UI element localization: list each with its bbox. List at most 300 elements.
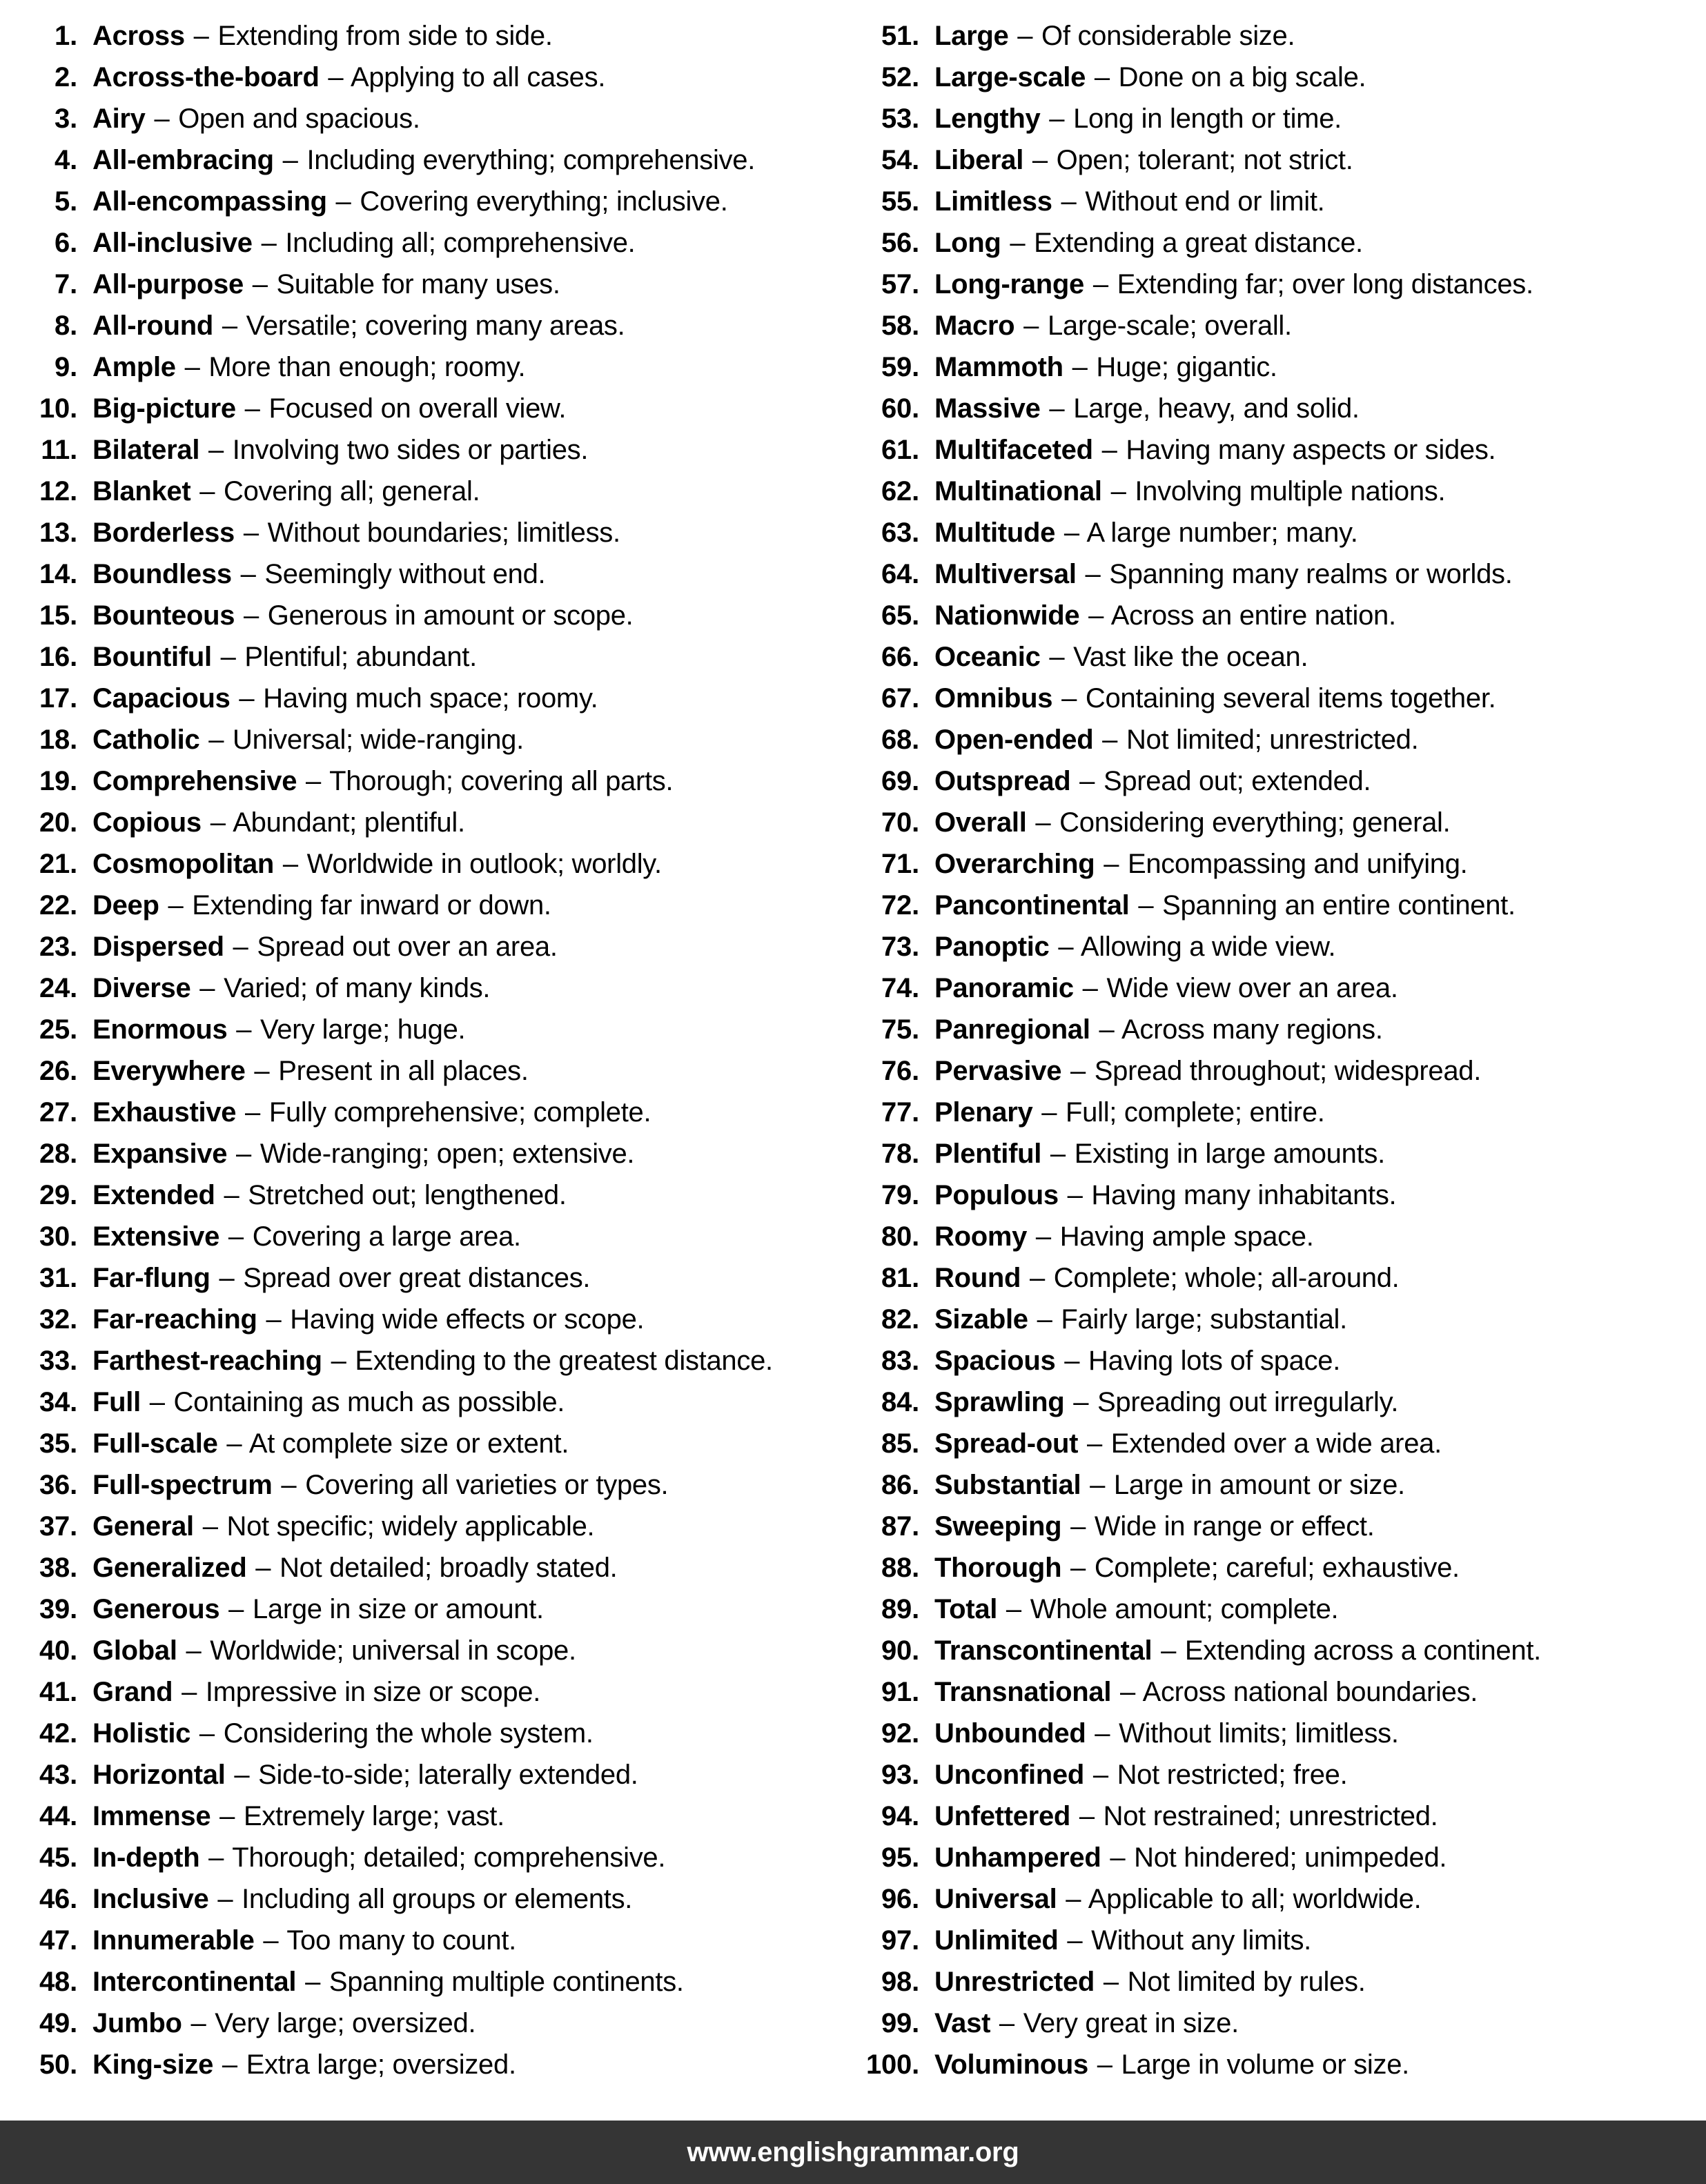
footer-bar xyxy=(0,2121,1706,2184)
list-item-word: Comprehensive xyxy=(92,766,297,796)
list-item-body xyxy=(923,57,1366,98)
list-item-body xyxy=(81,1340,773,1381)
list-item-body xyxy=(923,595,1396,636)
list-item-number: 99. xyxy=(881,2008,919,2038)
list-item-word: General xyxy=(92,1511,194,1542)
list-item-definition: Done on a big scale. xyxy=(1118,62,1366,92)
list-item-word: Mammoth xyxy=(934,352,1063,382)
list-item-body xyxy=(923,1961,1366,2003)
list-item-word: Big-picture xyxy=(92,393,236,424)
list-item-separator: – xyxy=(199,476,215,506)
list-item-definition: Versatile; covering many areas. xyxy=(246,311,625,341)
list-item-number: 49. xyxy=(39,2008,77,2038)
list-item-word: Overarching xyxy=(934,849,1095,879)
list-item-word: In-depth xyxy=(92,1842,200,1873)
list-item-body xyxy=(923,1257,1400,1299)
list-item-body xyxy=(923,843,1467,885)
list-item-definition: Very large; huge. xyxy=(260,1014,466,1045)
list-item-definition: Including all groups or elements. xyxy=(242,1884,633,1914)
list-item-separator: – xyxy=(306,766,321,796)
list-item-separator: – xyxy=(184,352,200,382)
list-item-body xyxy=(81,222,635,264)
list-item xyxy=(18,2044,853,2085)
list-item-word: Catholic xyxy=(92,725,200,755)
list-item-number: 97. xyxy=(881,1925,919,1956)
list-item-word: Grand xyxy=(92,1677,173,1707)
list-item-number: 53. xyxy=(881,104,919,134)
list-item-word: Bilateral xyxy=(92,435,200,465)
list-item-word: Total xyxy=(934,1594,998,1624)
list-item xyxy=(18,1713,853,1754)
list-item-number: 72. xyxy=(881,890,919,921)
list-item-word: Unbounded xyxy=(934,1718,1086,1749)
list-item-word: Outspread xyxy=(934,766,1071,796)
list-item-definition: Without limits; limitless. xyxy=(1119,1718,1399,1749)
list-item xyxy=(18,1754,853,1796)
list-item xyxy=(18,636,853,678)
list-item-separator: – xyxy=(1092,269,1108,299)
list-item-separator: – xyxy=(193,21,209,51)
list-item-definition: Not hindered; unimpeded. xyxy=(1134,1842,1447,1873)
list-item-definition: Wide view over an area. xyxy=(1106,973,1398,1003)
list-item-number: 60. xyxy=(881,393,919,424)
list-item-word: Across-the-board xyxy=(92,62,320,92)
list-item-separator: – xyxy=(226,1428,242,1459)
list-item-word: Exhaustive xyxy=(92,1097,237,1128)
list-item-number: 14. xyxy=(39,559,77,589)
list-item-definition: Plentiful; abundant. xyxy=(244,642,477,672)
list-item xyxy=(18,1878,853,1920)
list-item-number: 29. xyxy=(39,1180,77,1210)
list-item-separator: – xyxy=(1079,1801,1095,1831)
list-item-definition: Including all; comprehensive. xyxy=(285,228,636,258)
list-item-body xyxy=(81,1920,516,1961)
list-item-number: 68. xyxy=(881,725,919,755)
list-item-definition: Across an entire nation. xyxy=(1110,600,1396,631)
list-item-separator: – xyxy=(1082,973,1098,1003)
list-item-number: 16. xyxy=(39,642,77,672)
list-item-word: All-inclusive xyxy=(92,228,253,258)
list-item-definition: Of considerable size. xyxy=(1041,21,1295,51)
list-item-separator: – xyxy=(263,1925,279,1956)
list-item-number: 56. xyxy=(881,228,919,258)
list-item xyxy=(18,346,853,388)
list-item-word: Pancontinental xyxy=(934,890,1130,921)
list-item-separator: – xyxy=(1088,600,1104,631)
list-item-separator: – xyxy=(1161,1635,1177,1666)
list-item-word: Panoptic xyxy=(934,932,1050,962)
list-item-body xyxy=(923,1381,1398,1423)
list-item-number: 35. xyxy=(39,1428,77,1459)
list-item-number: 75. xyxy=(881,1014,919,1045)
list-item-definition: Having wide effects or scope. xyxy=(290,1304,645,1335)
list-item xyxy=(18,802,853,843)
list-item-number: 87. xyxy=(881,1511,919,1542)
list-item-number: 51. xyxy=(881,21,919,51)
list-item-body xyxy=(81,1174,567,1216)
list-item-word: Cosmopolitan xyxy=(92,849,275,879)
list-item-separator: – xyxy=(219,1801,235,1831)
list-item-separator: – xyxy=(1067,1180,1083,1210)
list-item xyxy=(860,1630,1695,1671)
list-item-word: Multifaceted xyxy=(934,435,1093,465)
list-item-word: Extensive xyxy=(92,1221,220,1252)
list-item-separator: – xyxy=(1110,1842,1126,1873)
list-item-word: Dispersed xyxy=(92,932,224,962)
list-item-separator: – xyxy=(244,600,259,631)
list-item xyxy=(860,1878,1695,1920)
list-item-separator: – xyxy=(1066,1884,1081,1914)
list-item-separator: – xyxy=(1058,932,1074,962)
list-item-separator: – xyxy=(999,2008,1014,2038)
list-item-body xyxy=(923,926,1335,967)
list-item-definition: Generous in amount or scope. xyxy=(267,600,634,631)
list-item-body xyxy=(923,678,1496,719)
list-item-word: Deep xyxy=(92,890,159,921)
list-item-word: Unfettered xyxy=(934,1801,1071,1831)
list-item xyxy=(18,1961,853,2003)
list-item-number: 42. xyxy=(39,1718,77,1749)
list-item-word: Capacious xyxy=(92,683,231,714)
list-item-word: Full-spectrum xyxy=(92,1470,273,1500)
list-item-body xyxy=(923,512,1358,553)
list-item-word: Borderless xyxy=(92,518,235,548)
list-item-word: Nationwide xyxy=(934,600,1080,631)
list-item-separator: – xyxy=(208,725,224,755)
list-item-word: Panregional xyxy=(934,1014,1090,1045)
list-item-separator: – xyxy=(281,1470,297,1500)
list-item-definition: Including everything; comprehensive. xyxy=(306,145,756,175)
list-item xyxy=(18,222,853,264)
list-item-body xyxy=(81,2003,475,2044)
list-item xyxy=(18,388,853,429)
list-item xyxy=(18,885,853,926)
list-item-body xyxy=(81,595,633,636)
list-item-body xyxy=(81,264,560,305)
list-item-word: All-encompassing xyxy=(92,186,327,217)
list-item xyxy=(860,1796,1695,1837)
list-item-body xyxy=(81,1009,465,1050)
list-item-definition: Applicable to all; worldwide. xyxy=(1088,1884,1422,1914)
list-item-word: Omnibus xyxy=(934,683,1053,714)
list-item-definition: Spanning multiple continents. xyxy=(329,1967,684,1997)
list-item xyxy=(860,802,1695,843)
list-item-definition: Fairly large; substantial. xyxy=(1061,1304,1347,1335)
list-item-word: All-embracing xyxy=(92,145,274,175)
list-item-body xyxy=(923,967,1398,1009)
list-item-word: Sizable xyxy=(934,1304,1028,1335)
list-item-separator: – xyxy=(266,1304,282,1335)
list-item-body xyxy=(923,1713,1399,1754)
list-item-number: 54. xyxy=(881,145,919,175)
list-item xyxy=(18,429,853,471)
list-item-definition: Open and spacious. xyxy=(178,104,420,134)
list-item xyxy=(860,2003,1695,2044)
list-item-separator: – xyxy=(1085,559,1101,589)
list-item-separator: – xyxy=(261,228,277,258)
list-item-number: 15. xyxy=(39,600,77,631)
list-item-number: 92. xyxy=(881,1718,919,1749)
list-item-separator: – xyxy=(182,1677,197,1707)
list-item xyxy=(18,15,853,57)
website-url: www.englishgrammar.org xyxy=(687,2136,1019,2167)
list-item xyxy=(860,181,1695,222)
list-item-separator: – xyxy=(1032,145,1048,175)
list-item-definition: Applying to all cases. xyxy=(350,62,606,92)
list-item xyxy=(860,719,1695,760)
list-item-body xyxy=(81,15,553,57)
list-item-word: Extended xyxy=(92,1180,215,1210)
list-item-separator: – xyxy=(1092,1760,1108,1790)
list-item-word: Round xyxy=(934,1263,1021,1293)
list-item-definition: Stretched out; lengthened. xyxy=(248,1180,567,1210)
list-item-body xyxy=(81,1837,665,1878)
list-item-body xyxy=(81,1713,594,1754)
list-item-number: 12. xyxy=(39,476,77,506)
list-item xyxy=(18,512,853,553)
list-item-body xyxy=(81,636,477,678)
list-item-body xyxy=(81,471,480,512)
list-item-number: 7. xyxy=(55,269,77,299)
list-item-body xyxy=(81,98,420,139)
list-item-body xyxy=(923,305,1292,346)
list-item-definition: Without end or limit. xyxy=(1085,186,1325,217)
list-item-definition: Not restricted; free. xyxy=(1117,1760,1348,1790)
list-item-separator: – xyxy=(1050,1139,1066,1169)
list-item-separator: – xyxy=(217,1884,233,1914)
list-item-word: Spread-out xyxy=(934,1428,1079,1459)
list-item-number: 4. xyxy=(55,145,77,175)
list-item-number: 21. xyxy=(39,849,77,879)
list-item xyxy=(860,1299,1695,1340)
list-item-number: 1. xyxy=(55,21,77,51)
list-item-definition: Across national boundaries. xyxy=(1142,1677,1478,1707)
list-item-definition: Spanning an entire continent. xyxy=(1162,890,1516,921)
list-item-definition: Extra large; oversized. xyxy=(246,2049,516,2080)
list-item xyxy=(860,636,1695,678)
list-item-body xyxy=(81,1547,617,1588)
list-item-separator: – xyxy=(190,2008,206,2038)
list-item-definition: Not restrained; unrestricted. xyxy=(1103,1801,1438,1831)
list-item-separator: – xyxy=(224,1180,239,1210)
list-item xyxy=(18,264,853,305)
list-item-body xyxy=(81,2044,516,2085)
list-item-definition: Extended over a wide area. xyxy=(1110,1428,1442,1459)
list-item xyxy=(18,553,853,595)
list-item-separator: – xyxy=(236,1139,251,1169)
list-item-number: 11. xyxy=(41,435,77,465)
list-item-word: Global xyxy=(92,1635,177,1666)
list-item-number: 85. xyxy=(881,1428,919,1459)
list-item-separator: – xyxy=(240,559,256,589)
list-item-word: Inclusive xyxy=(92,1884,209,1914)
list-item-word: Ample xyxy=(92,352,176,382)
list-item-separator: – xyxy=(1041,1097,1057,1128)
list-item-definition: Not limited by rules. xyxy=(1127,1967,1366,1997)
list-item-number: 36. xyxy=(39,1470,77,1500)
list-item-definition: Spread out; extended. xyxy=(1103,766,1371,796)
list-item-word: Everywhere xyxy=(92,1056,246,1086)
list-item-number: 10. xyxy=(39,393,77,424)
list-item-body xyxy=(81,346,525,388)
list-item-number: 18. xyxy=(39,725,77,755)
list-item-number: 33. xyxy=(39,1346,77,1376)
list-item-body xyxy=(81,1588,544,1630)
list-item-body xyxy=(81,1464,668,1506)
list-item-separator: – xyxy=(233,932,248,962)
list-item-separator: – xyxy=(202,1511,218,1542)
list-item xyxy=(860,388,1695,429)
list-item-definition: Vast like the ocean. xyxy=(1073,642,1308,672)
list-item xyxy=(18,719,853,760)
list-item-number: 95. xyxy=(881,1842,919,1873)
list-item-body xyxy=(81,802,465,843)
list-item-number: 25. xyxy=(39,1014,77,1045)
list-item-word: Roomy xyxy=(934,1221,1028,1252)
list-item xyxy=(860,553,1695,595)
list-item-word: Plenary xyxy=(934,1097,1033,1128)
list-item-separator: – xyxy=(208,435,224,465)
list-item-number: 71. xyxy=(881,849,919,879)
list-item-number: 9. xyxy=(55,352,77,382)
list-item-separator: – xyxy=(1070,1553,1086,1583)
list-item-number: 76. xyxy=(881,1056,919,1086)
list-item-body xyxy=(81,885,551,926)
list-item-separator: – xyxy=(244,393,260,424)
list-item-separator: – xyxy=(186,1635,202,1666)
list-item-word: Farthest-reaching xyxy=(92,1346,322,1376)
list-item-definition: Full; complete; entire. xyxy=(1066,1097,1325,1128)
list-item-separator: – xyxy=(220,642,236,672)
list-item-body xyxy=(923,98,1342,139)
list-item-definition: Not specific; widely applicable. xyxy=(226,1511,595,1542)
list-item-word: Thorough xyxy=(934,1553,1062,1583)
list-item-number: 13. xyxy=(39,518,77,548)
list-item xyxy=(860,1547,1695,1588)
list-item-definition: Worldwide; universal in scope. xyxy=(210,1635,576,1666)
list-item-body xyxy=(81,926,558,967)
list-item-body xyxy=(81,1381,565,1423)
list-item xyxy=(18,1133,853,1174)
list-item-word: Blanket xyxy=(92,476,191,506)
list-item xyxy=(860,1671,1695,1713)
list-item-definition: Across many regions. xyxy=(1121,1014,1383,1045)
list-item-number: 34. xyxy=(39,1387,77,1417)
list-item-body xyxy=(81,1092,651,1133)
list-item-number: 23. xyxy=(39,932,77,962)
list-item-number: 100. xyxy=(865,2049,919,2080)
list-item-number: 48. xyxy=(39,1967,77,1997)
list-item-definition: Extending to the greatest distance. xyxy=(355,1346,773,1376)
list-item xyxy=(860,1174,1695,1216)
list-item xyxy=(860,1133,1695,1174)
list-item-definition: Abundant; plentiful. xyxy=(233,807,465,838)
list-item-body xyxy=(923,1464,1405,1506)
list-item-word: Vast xyxy=(934,2008,991,2038)
list-item-separator: – xyxy=(1086,1428,1102,1459)
list-item-definition: Large, heavy, and solid. xyxy=(1073,393,1360,424)
list-item-body xyxy=(923,1009,1383,1050)
list-item-separator: – xyxy=(1101,435,1117,465)
list-item-separator: – xyxy=(1103,1967,1119,1997)
list-item-body xyxy=(923,1340,1340,1381)
list-item-body xyxy=(81,1050,529,1092)
list-item-separator: – xyxy=(305,1967,321,1997)
list-item xyxy=(18,678,853,719)
list-item-number: 17. xyxy=(39,683,77,714)
list-item-word: Substantial xyxy=(934,1470,1081,1500)
list-item-word: King-size xyxy=(92,2049,214,2080)
list-item-body xyxy=(81,1216,521,1257)
list-item-word: Lengthy xyxy=(934,104,1041,134)
list-item-body xyxy=(923,802,1450,843)
list-item xyxy=(18,1423,853,1464)
list-item-definition: Involving two sides or parties. xyxy=(232,435,589,465)
list-item-body xyxy=(923,1050,1481,1092)
list-item xyxy=(18,1464,853,1506)
list-item-word: Intercontinental xyxy=(92,1967,297,1997)
list-item-body xyxy=(923,1671,1478,1713)
list-item-body xyxy=(923,1216,1314,1257)
list-item-word: Bountiful xyxy=(92,642,212,672)
list-item-body xyxy=(923,885,1516,926)
list-item-body xyxy=(923,1878,1421,1920)
list-item-word: Copious xyxy=(92,807,202,838)
list-item-body xyxy=(81,1796,504,1837)
list-item-number: 8. xyxy=(55,311,77,341)
list-item-separator: – xyxy=(1010,228,1026,258)
list-item-word: All-round xyxy=(92,311,214,341)
list-item-word: Boundless xyxy=(92,559,232,589)
list-item xyxy=(860,346,1695,388)
list-item-definition: Complete; careful; exhaustive. xyxy=(1094,1553,1460,1583)
list-item-word: Oceanic xyxy=(934,642,1041,672)
list-item-separator: – xyxy=(1049,642,1065,672)
list-item-body xyxy=(81,967,490,1009)
list-item-definition: Whole amount; complete. xyxy=(1030,1594,1339,1624)
list-item-word: Transcontinental xyxy=(934,1635,1153,1666)
list-item-body xyxy=(923,1754,1347,1796)
list-item xyxy=(860,512,1695,553)
list-item-separator: – xyxy=(199,973,215,1003)
list-item xyxy=(860,1216,1695,1257)
list-item-definition: Side-to-side; laterally extended. xyxy=(258,1760,638,1790)
list-item-number: 22. xyxy=(39,890,77,921)
list-item xyxy=(18,57,853,98)
list-item-definition: Extending across a continent. xyxy=(1184,1635,1541,1666)
list-item-definition: Very large; oversized. xyxy=(215,2008,476,2038)
list-item xyxy=(18,926,853,967)
list-item-definition: Universal; wide-ranging. xyxy=(233,725,524,755)
list-item-separator: – xyxy=(1097,2049,1112,2080)
list-item-word: Large xyxy=(934,21,1009,51)
list-item-body xyxy=(81,1878,632,1920)
list-item-definition: Considering everything; general. xyxy=(1059,807,1451,838)
list-item-number: 40. xyxy=(39,1635,77,1666)
list-item-separator: – xyxy=(234,1760,250,1790)
list-item-number: 64. xyxy=(881,559,919,589)
list-item-number: 84. xyxy=(881,1387,919,1417)
list-item-word: Massive xyxy=(934,393,1041,424)
list-item-word: Multitude xyxy=(934,518,1056,548)
list-item xyxy=(860,57,1695,98)
list-item-definition: Covering everything; inclusive. xyxy=(360,186,728,217)
list-item-number: 31. xyxy=(39,1263,77,1293)
list-item-definition: Allowing a wide view. xyxy=(1080,932,1336,962)
list-item xyxy=(860,1340,1695,1381)
list-item-word: Horizontal xyxy=(92,1760,226,1790)
list-item-number: 77. xyxy=(881,1097,919,1128)
